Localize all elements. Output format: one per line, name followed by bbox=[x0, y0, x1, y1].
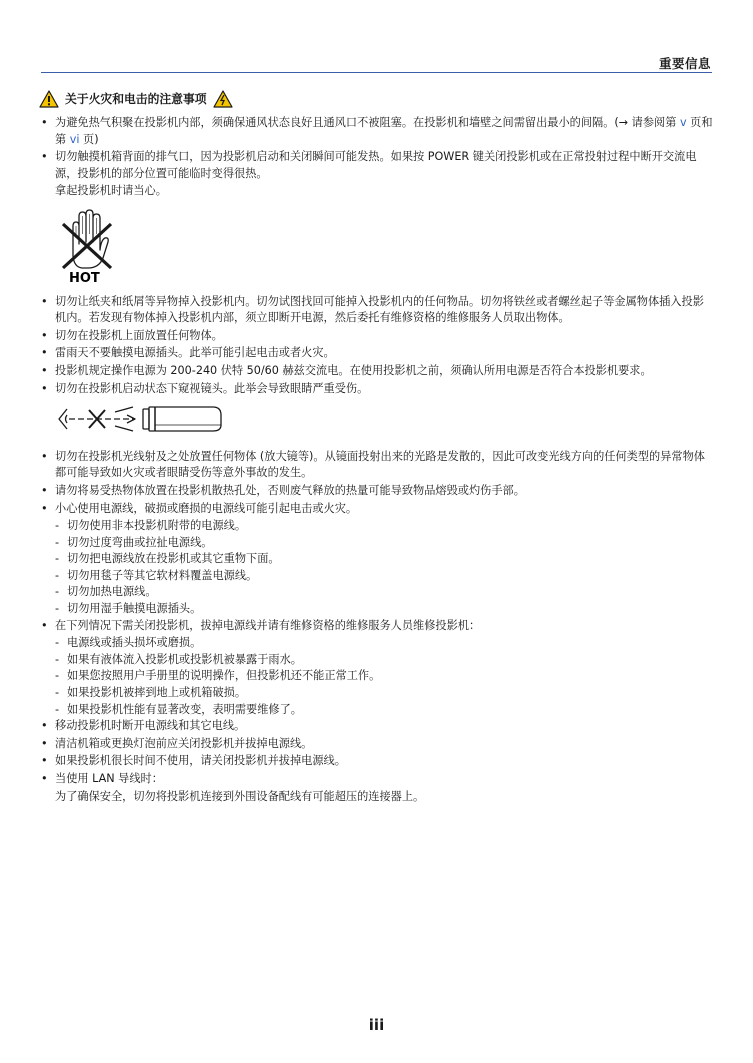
item-text: 页) bbox=[79, 132, 99, 146]
item-text: 清洁机箱或更换灯泡前应关闭投影机并拔掉电源线。 bbox=[55, 736, 313, 750]
header-rule bbox=[41, 72, 712, 73]
sub-item-text: 切勿用毯子等其它软材料覆盖电源线。 bbox=[67, 568, 258, 582]
bullet: • bbox=[41, 772, 48, 785]
list-item bbox=[39, 736, 714, 753]
bullet: • bbox=[41, 736, 48, 750]
sub-item-text: 如果有液体流入投影机或投影机被暴露于雨水。 bbox=[67, 652, 302, 666]
bullet: • bbox=[41, 346, 48, 360]
item-text: 请勿将易受热物体放置在投影机散热孔处，否则废气释放的热量可能导致物品熔毁或灼伤手部。 bbox=[55, 483, 525, 497]
page-link-v[interactable]: v bbox=[679, 116, 687, 129]
item-text: 在下列情况下需关闭投影机，拔掉电源线并请有维修资格的维修服务人员维修投影机： bbox=[55, 618, 481, 632]
sub-list-item bbox=[39, 652, 714, 669]
sub-item-text: 切勿把电源线放在投影机或其它重物下面。 bbox=[67, 552, 280, 566]
item-text: 切勿让纸夹和纸屑等异物掉入投影机内。切勿试图找回可能掉入投影机内的任何物品。切勿将铁丝或者螺丝起子等金属物体插入投影机内。若发现有物体掉入投影机内部，须立即断开电源，然后委托有维修资格的维修服务人员取出物体。 bbox=[55, 294, 704, 325]
sub-item-text: 切勿加热电源线。 bbox=[67, 585, 157, 599]
bullet: • bbox=[41, 328, 48, 342]
sub-list-item bbox=[39, 601, 714, 618]
sub-list-item bbox=[39, 568, 714, 585]
item-text: 小心使用电源线，破损或磨损的电源线可能引起电击或火灾。 bbox=[55, 501, 358, 515]
list-item bbox=[39, 149, 714, 182]
sub-list-item bbox=[39, 635, 714, 652]
dash: - bbox=[55, 636, 60, 650]
list-item bbox=[39, 718, 714, 735]
list-item bbox=[39, 328, 714, 345]
bullet: • bbox=[41, 116, 48, 129]
item-text: 移动投影机时断开电源线和其它电线。 bbox=[55, 719, 246, 733]
sub-item-text: 如果投影机被摔到地上或机箱破损。 bbox=[67, 686, 247, 700]
page-number: iii bbox=[368, 1016, 385, 1034]
dash: - bbox=[55, 519, 60, 533]
dash: - bbox=[55, 652, 60, 666]
dash: - bbox=[55, 535, 60, 549]
bullet: • bbox=[41, 381, 48, 395]
item-text: 为避免热气积聚在投影机内部，须确保通风状态良好且通风口不被阻塞。在投影机和墙壁之间需留出最小的间隔。(→ 请参阅第 bbox=[55, 116, 680, 129]
bullet: • bbox=[41, 754, 48, 768]
item-text: 如果投影机很长时间不使用，请关闭投影机并拔掉电源线。 bbox=[55, 754, 346, 768]
item-text: 切勿在投影机上面放置任何物体。 bbox=[55, 328, 223, 342]
sub-item-text: 电源线或插头损坏或磨损。 bbox=[67, 636, 202, 650]
sub-list-item bbox=[39, 702, 714, 719]
list-item bbox=[39, 771, 714, 788]
sub-item-text: 如果投影机性能有显著改变，表明需要维修了。 bbox=[67, 702, 302, 716]
bullet: • bbox=[41, 719, 48, 733]
hot-label: HOT bbox=[69, 270, 100, 284]
item-text: 切勿在投影机光线射及之处放置任何物体 (放大镜等)。从镜面投射出来的光路是发散的，因此可改变光线方向的任何类型的异常物体都可能导致如火灾或者眼睛受伤等意外事故的发生。 bbox=[55, 449, 705, 480]
list-item bbox=[39, 449, 714, 482]
item-text: 切勿在投影机启动状态下窥视镜头。此举会导致眼睛严重受伤。 bbox=[55, 381, 369, 395]
sub-list-item bbox=[39, 584, 714, 601]
bullet: • bbox=[41, 449, 48, 463]
dash: - bbox=[55, 686, 60, 700]
bullet: • bbox=[41, 501, 48, 515]
hot-hand-prohibited-icon bbox=[55, 204, 117, 284]
dash: - bbox=[55, 669, 60, 683]
bullet: • bbox=[41, 150, 48, 164]
warning-triangle-icon bbox=[39, 90, 59, 108]
list-item bbox=[39, 363, 714, 380]
list-item bbox=[39, 501, 714, 518]
sub-list-item bbox=[39, 551, 714, 568]
dash: - bbox=[55, 585, 60, 599]
bullet: • bbox=[41, 294, 48, 308]
electric-shock-warning-icon bbox=[213, 90, 233, 108]
main-content bbox=[39, 90, 714, 805]
list-item bbox=[39, 381, 714, 398]
dash: - bbox=[55, 552, 60, 566]
bullet: • bbox=[41, 618, 48, 632]
sub-item-text: 如果您按照用户手册里的说明操作，但投影机还不能正常工作。 bbox=[67, 669, 381, 683]
do-not-look-into-lens-icon bbox=[55, 401, 225, 437]
list-item bbox=[39, 115, 714, 148]
bullet: • bbox=[41, 483, 48, 497]
list-item bbox=[39, 294, 714, 327]
item-text: 切勿触摸机箱背面的排气口，因为投影机启动和关闭瞬间可能发热。如果按 POWER 键关闭投影机或在正常投射过程中断开交流电源，投影机的部分位置可能临时变得很热。 bbox=[55, 150, 697, 180]
sub-item-text: 切勿用湿手触摸电源插头。 bbox=[67, 602, 202, 616]
sub-item-text: 切勿使用非本投影机附带的电源线。 bbox=[67, 519, 247, 533]
sub-item-text: 切勿过度弯曲或拉扯电源线。 bbox=[67, 535, 213, 549]
list-item bbox=[39, 618, 714, 635]
sub-list-item bbox=[39, 668, 714, 685]
section-title-text: 关于火灾和电击的注意事项 bbox=[65, 91, 207, 106]
item-note: 拿起投影机时请当心。 bbox=[55, 184, 167, 198]
item-text: 当使用 LAN 导线时： bbox=[55, 772, 163, 785]
item-note: 为了确保安全，切勿将投影机连接到外围设备配线有可能超压的连接器上。 bbox=[55, 789, 425, 803]
sub-list-item bbox=[39, 685, 714, 702]
page-header-title: 重要信息 bbox=[658, 56, 711, 71]
list-item bbox=[39, 483, 714, 500]
item-text: 雷雨天不要触摸电源插头。此举可能引起电击或者火灾。 bbox=[55, 346, 335, 360]
list-item bbox=[39, 753, 714, 770]
page-link-vi[interactable]: vi bbox=[69, 132, 80, 146]
list-item bbox=[39, 345, 714, 362]
dash: - bbox=[55, 602, 60, 616]
item-text: 投影机规定操作电源为 200-240 伏特 50/60 赫兹交流电。在使用投影机之前，须确认所用电源是否符合本投影机要求。 bbox=[55, 363, 652, 377]
section-title bbox=[39, 90, 714, 108]
sub-list-item bbox=[39, 518, 714, 535]
dash: - bbox=[55, 702, 60, 716]
sub-list-item bbox=[39, 535, 714, 552]
item-text: 页和第 bbox=[55, 116, 713, 146]
bullet: • bbox=[41, 363, 48, 377]
dash: - bbox=[55, 568, 60, 582]
